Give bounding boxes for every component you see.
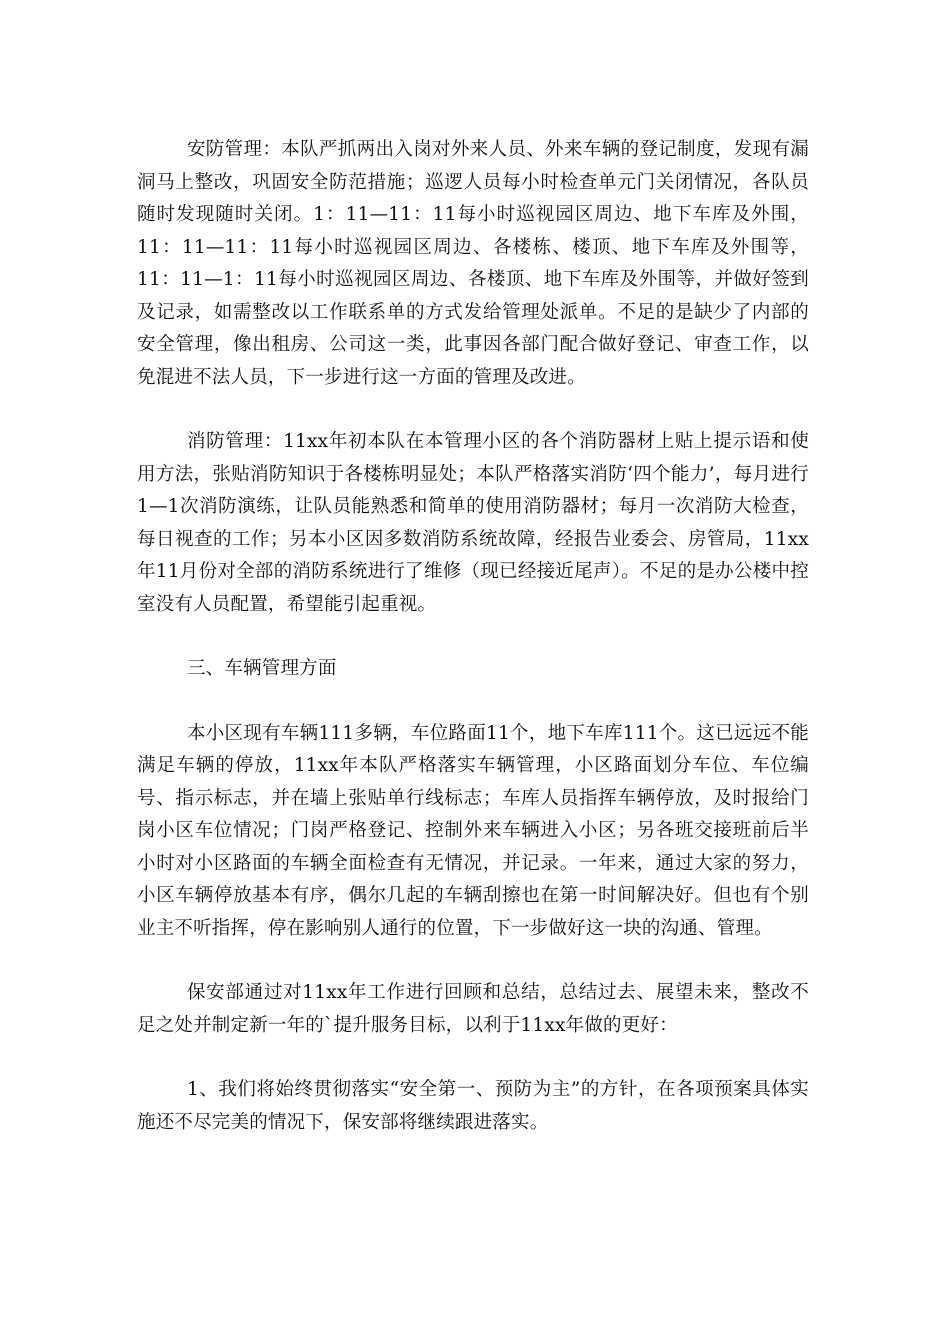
paragraph-summary: 保安部通过对11xx年工作进行回顾和总结，总结过去、展望未来，整改不足之处并制定新一年的`提升服务目标，以利于11xx年做的更好： bbox=[137, 982, 809, 1036]
section-heading-vehicle-management: 三、车辆管理方面 bbox=[186, 658, 337, 679]
document-body bbox=[137, 134, 809, 1171]
paragraph-security-management: 安防管理：本队严抓两出入岗对外来人员、外来车辆的登记制度，发现有漏洞马上整改，巩固安全防范措施；巡逻人员每小时检查单元门关闭情况，各队员随时发现随时关闭。1：11—11：11每小时巡视园区周边、地下车库及外围，11：11—11：11每小时巡视园区周边、各楼栋、楼顶、地下车库及外围等，11：11—1：11每小时巡视园区周边、各楼顶、地下车库及外围等，并做好签到及记录，如需整改以工作联系单的方式发给管理处派单。不足的是缺少了内部的安全管理，像出租房、公司这一类，此事因各部门配合做好登记、审查工作，以免混进不法人员，下一步进行这一方面的管理及改进。 bbox=[137, 139, 809, 388]
paragraph-goal-1: 1、我们将始终贯彻落实“安全第一、预防为主”的方针，在各项预案具体实施还不尽完美的情况下，保安部将继续跟进落实。 bbox=[137, 1079, 809, 1133]
paragraph-fire-management: 消防管理：11xx年初本队在本管理小区的各个消防器材上贴上提示语和使用方法，张贴消防知识于各楼栋明显处；本队严格落实消防‘四个能力’，每月进行1—1次消防演练，让队员能熟悉和简单的使用消防器材；每月一次消防大检查，每日视查的工作；另本小区因多数消防系统故障，经报告业委会、房管局，11xx年11月份对全部的消防系统进行了维修（现已经接近尾声）。不足的是办公楼中控室没有人员配置，希望能引起重视。 bbox=[137, 431, 809, 615]
paragraph-vehicle-management: 本小区现有车辆111多辆，车位路面11个，地下车库111个。这已远远不能满足车辆的停放，11xx年本队严格落实车辆管理，小区路面划分车位、车位编号、指示标志，并在墙上张贴单行线标志；车库人员指挥车辆停放，及时报给门岗小区车位情况；门岗严格登记、控制外来车辆进入小区；另各班交接班前后半小时对小区路面的车辆全面检查有无情况，并记录。一年来，通过大家的努力，小区车辆停放基本有序，偶尔几起的车辆刮擦也在第一时间解决好。但也有个别业主不听指挥，停在影响别人通行的位置，下一步做好这一块的沟通、管理。 bbox=[137, 722, 809, 939]
